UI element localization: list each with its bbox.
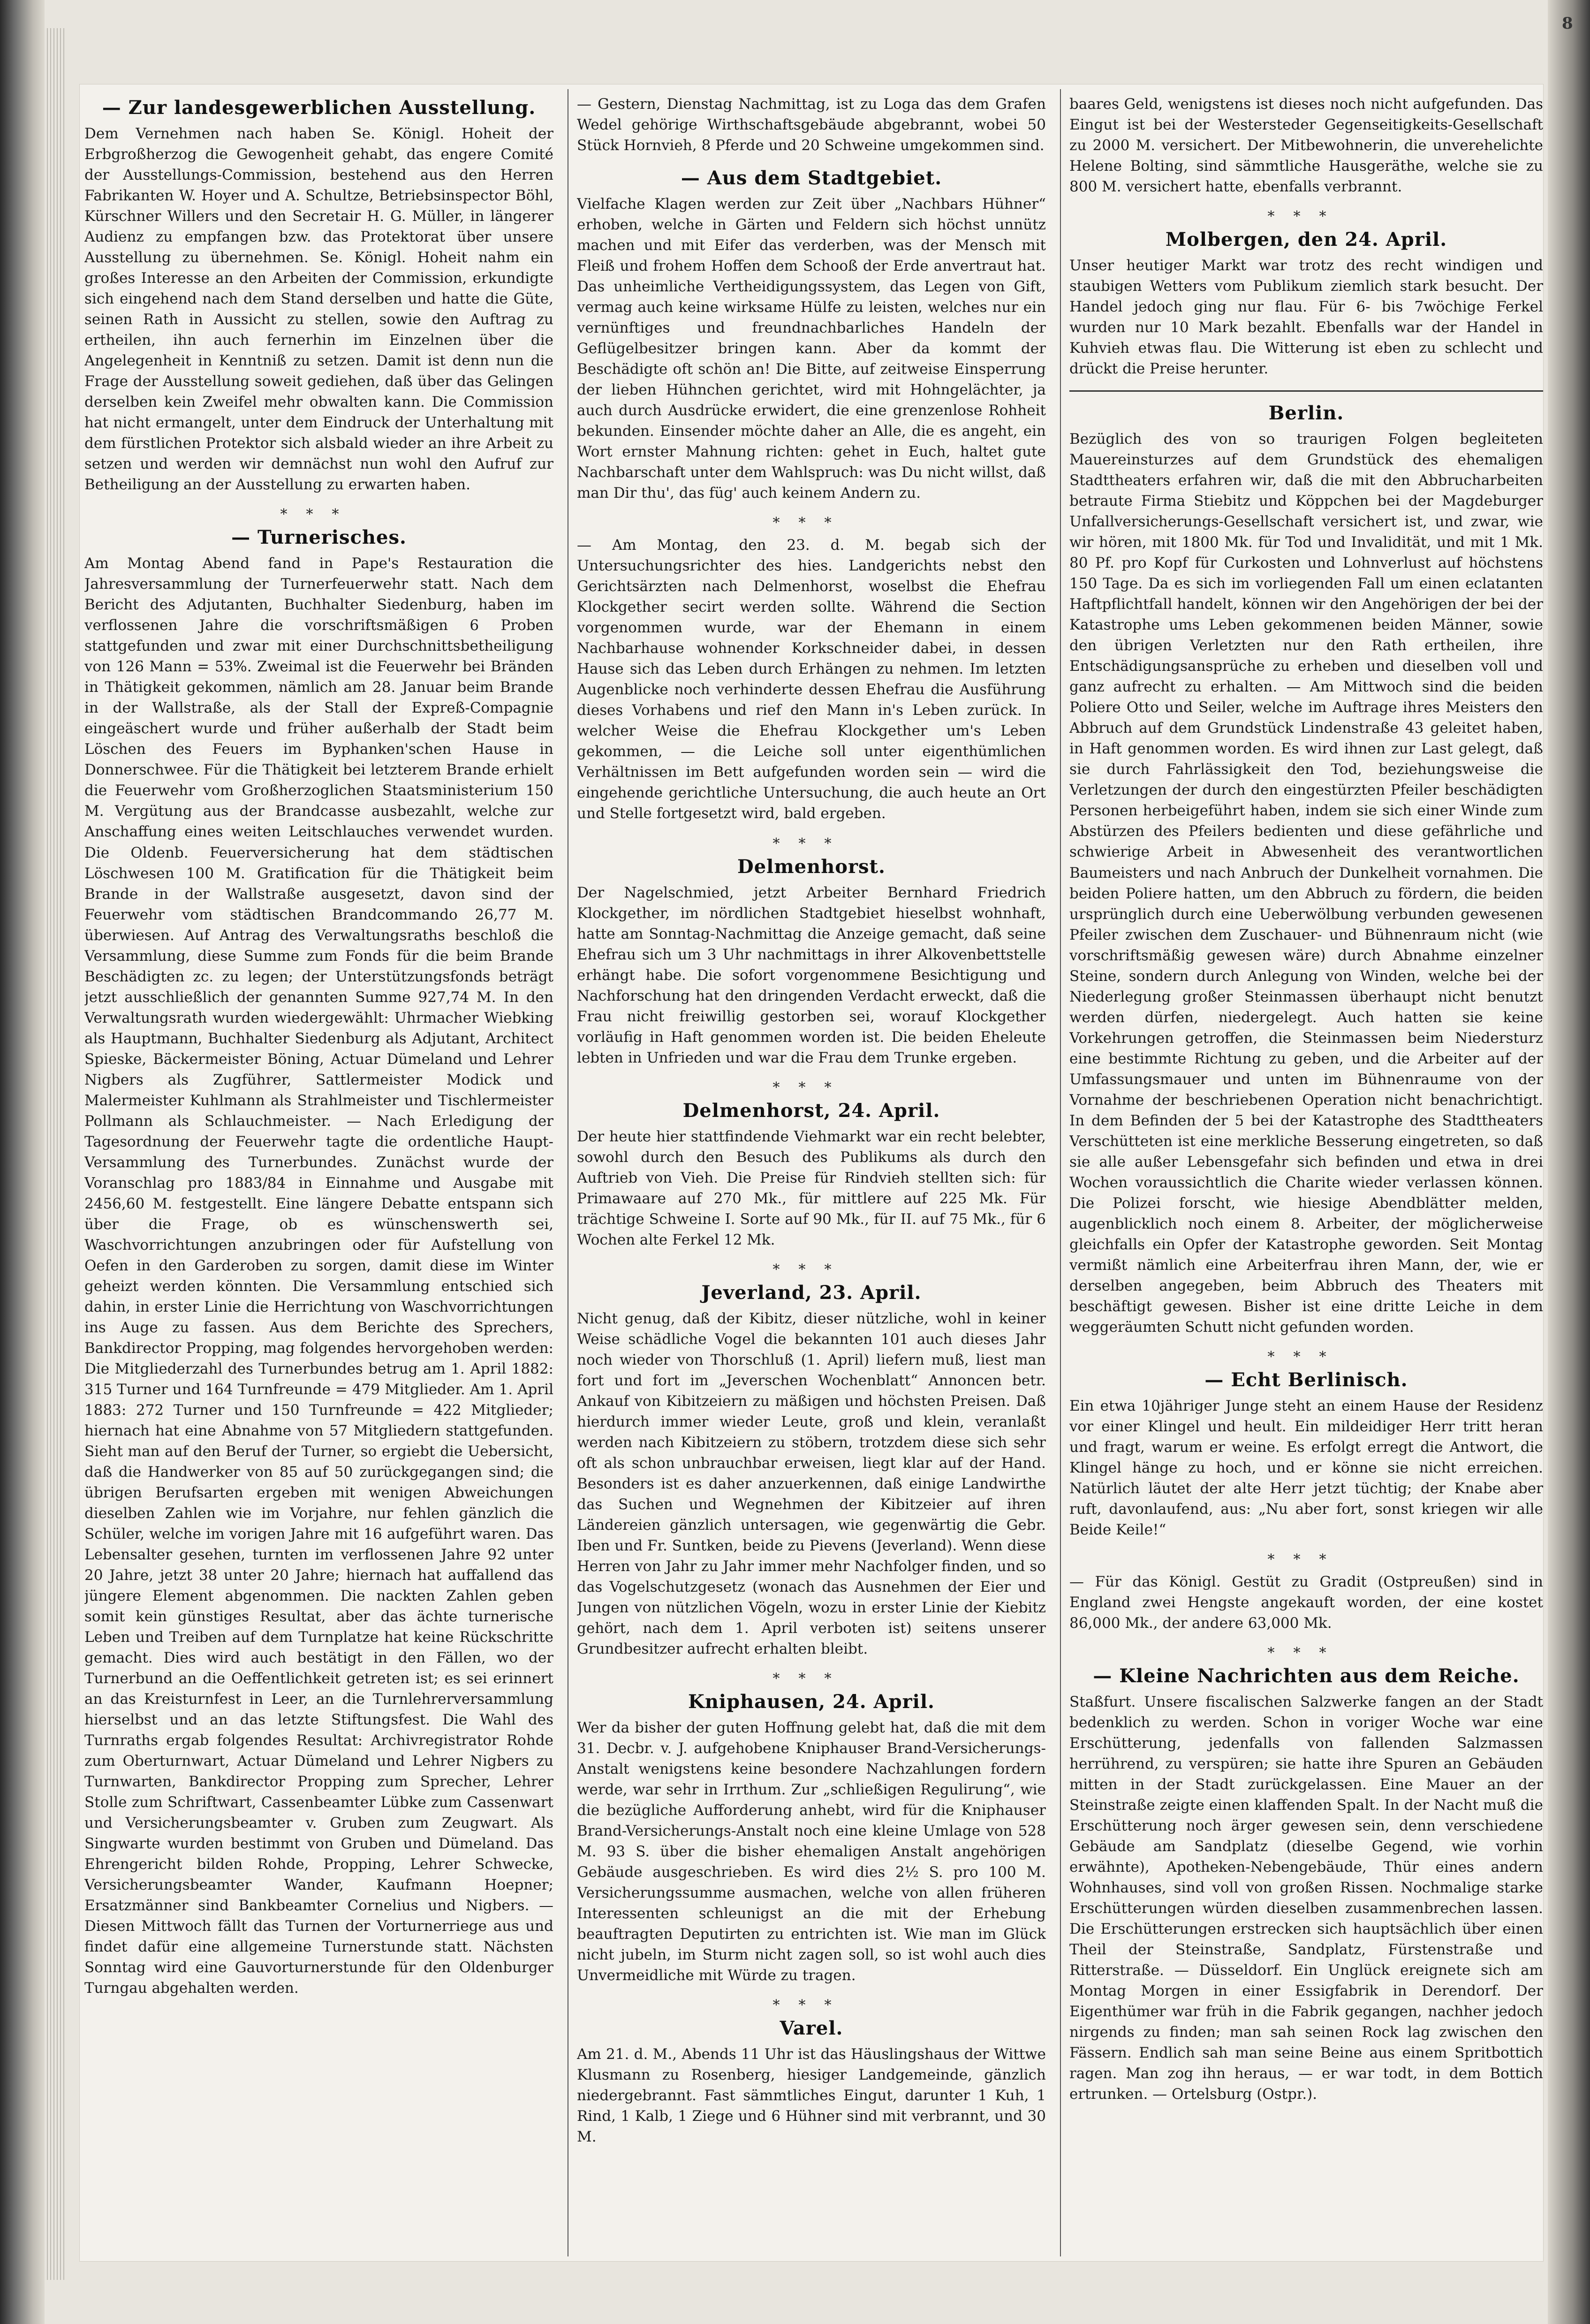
article-heading: Molbergen, den 24. April. [1165,228,1447,251]
column-rule [1060,89,1061,2256]
article-text: Am 21. d. M., Abends 11 Uhr ist das Häuslingshaus der Wittwe Klusmann zu Rosenberg, hiesiger Landgemeinde, gänzlich niedergebrannt. Fast sämmtliches Eingut, darunter 1 Kuh, 1 Rind, 1 Kalb, 1 Ziege und 6 Hühner sind mit verbrannt, und 30 M. [577,2046,1046,2146]
article [577,1100,1046,1250]
article [1069,1665,1543,2104]
article-text: Dem Vernehmen nach haben Se. Königl. Hoheit der Erbgroßherzog die Gewogenheit gehabt, das engere Comité der Ausstellungs-Commission, bestehend aus den Herren Fabrikanten W. Hoyer und A. Schultze, Betriebsinspector Böhl, Kürschner Willers und den Secretair H. G. Müller, in längerer Audienz zu empfangen bzw. das Protektorat über unsere Ausstellung zu übernehmen. Se. Königl. Hoheit nahm ein großes Interesse an den Arbeiten der Commission, erkundigte sich eingehend nach dem Stand derselben und hatte die Güte, seinen Rath in Aussicht zu stellen, sowie den Auftrag zu ertheilen, ihn auch fernerhin im Einzelnen über die Angelegenheit in Kenntniß zu setzen. Damit ist denn nun die Frage der Ausstellung soweit gediehen, daß über das Gelingen derselben kein Zweifel mehr obwalten kann. Die Commission hat nicht ermangelt, unter dem Eindruck der Unterhaltung mit dem fürstlichen Protektor sich alsbald wieder an ihre Arbeit zu setzen und werden wir demnächst nun wohl den Aufruf zur Betheiligung an der Ausstellung zu erwarten haben. [84,125,553,494]
book-spine [0,0,45,2324]
article [84,97,553,495]
article-text: Der Nagelschmied, jetzt Arbeiter Bernhard Friedrich Klockgether, im nördlichen Stadtgebiet hieselbst wohnhaft, hatte am Sonntag-Nachmittag die Anzeige gemacht, daß seine Ehefrau sich um 3 Uhr nachmittags in ihrer Alkovenbettstelle erhängt habe. Die sofort vorgenommene Besichtigung und Nachforschung hat den dringenden Verdacht erweckt, daß die Frau nicht freiwillig gestorben sei, worauf Klockgether vorläufig in Haft genommen worden ist. Die beiden Eheleute lebten in Unfrieden und war die Frau dem Trunke ergeben. [577,884,1046,1066]
column-2 [577,94,1046,2252]
column-3 [1069,94,1543,2252]
separator-asterisks: *** [772,1079,850,1096]
article [577,94,1046,156]
separator-asterisks: *** [1267,1551,1345,1568]
separator-asterisks: *** [772,1671,850,1687]
section-divider [1069,390,1543,392]
article-text: Ein etwa 10jähriger Junge steht an einem Hause der Residenz vor einer Klingel und heult. Ein mildeidiger Herr tritt heran und fragt, warum er weine. Es erfolgt erregt die Antwort, die Klingel hänge zu hoch, und er könne sie nicht erreichen. Natürlich läutet der alte Herr jetzt tüchtig; der Knabe aber ruft, davonlaufend, aus: „Nu aber fort, sonst kriegen wir alle Beide Keile!“ [1069,1397,1543,1538]
column-1 [84,94,553,2252]
separator-asterisks: *** [772,515,850,532]
page-number: 8 [1562,14,1573,33]
separator-asterisks: *** [772,835,850,852]
article [84,526,553,1998]
article-text: — Gestern, Dienstag Nachmittag, ist zu Loga das dem Grafen Wedel gehörige Wirthschaftsgebäude abgebrannt, wobei 50 Stück Hornvieh, 8 Pferde und 20 Schweine umgekommen sind. [577,96,1046,154]
article [1069,402,1543,1337]
page-edges [47,28,66,2280]
separator-asterisks: *** [1267,208,1345,225]
article-text: — Am Montag, den 23. d. M. begab sich der Untersuchungsrichter des hies. Landgerichts nebst den Gerichtsärzten nach Delmenhorst, woselbst die Ehefrau Klockgether secirt werden sollte. Während die Section vorgenommen wurde, war der Ehemann in einem Nachbarhause wohnender Korkschneider dabei, in dessen Hause sich das Leben durch Erhängen zu nehmen. Im letzten Augenblicke noch verhinderte dessen Ehefrau die Ausführung dieses Vorhabens und rief den Mann in's Leben zurück. In welcher Weise die Ehefrau Klockgether um's Leben gekommen, — die Leiche soll unter eigenthümlichen Verhältnissen im Bett aufgefunden worden sein — wird die eingehende gerichtliche Untersuchung, die auch heute an Ort und Stelle fortgesetzt wird, bald ergeben. [577,537,1046,822]
article [1069,1369,1543,1540]
article-heading: Jeverland, 23. April. [701,1281,922,1304]
article-heading: Delmenhorst. [737,855,886,878]
separator-asterisks: *** [1267,1645,1345,1662]
article-text: Der heute hier stattfindende Viehmarkt war ein recht belebter, sowohl durch den Besuch des Publikums als durch den Auftrieb von Vieh. Die Preise für Rindvieh stellten sich: für Primawaare auf 270 Mk., für mittlere auf 225 Mk. Für trächtige Schweine I. Sorte auf 90 Mk., für II. auf 75 Mk., für 6 Wochen alte Ferkel 12 Mk. [577,1128,1046,1248]
article [577,535,1046,824]
article [1069,94,1543,197]
article [577,2017,1046,2147]
article [577,1282,1046,1659]
article-text: Unser heutiger Markt war trotz des recht windigen und staubigen Wetters vom Publikum ziemlich stark besucht. Der Handel jedoch ging nur flau. Für 6- bis 7wöchige Ferkel wurden nur 10 Mark bezahlt. Ebenfalls war der Handel in Kuhvieh etwas flau. Die Witterung ist eben zu schlecht und drückt die Preise herunter. [1069,257,1543,378]
article-text: baares Geld, wenigstens ist dieses noch nicht aufgefunden. Das Eingut ist bei der Westersteder Gegenseitigkeits-Gesellschaft zu 2000 M. versichert. Der Mitbewohnerin, die unverehelichte Helene Bolting, sind sämmtliche Hausgeräthe, welche sie zu 800 M. versichert hatte, ebenfalls verbrannt. [1069,96,1543,196]
article [1069,1572,1543,1633]
article-text: Staßfurt. Unsere fiscalischen Salzwerke fangen an der Stadt bedenklich zu werden. Schon in voriger Woche war eine Erschütterung, jedenfalls von fallenden Salzmassen herrührend, zu verspüren; sie hatte ihre Spuren an Gebäuden mitten in der Stadt zurückgelassen. Eine Mauer an der Steinstraße zeigte einen klaffenden Spalt. In der Nacht muß die Erschütterung noch ärger gewesen sein, denn verschiedene Gebäude am Sandplatz (dieselbe Gegend, wie vorhin erwähnte), Apotheken-Nebengebäude, Thür eines andern Wohnhauses, sind voll von großen Rissen. Nochmalige starke Erschütterungen würden dieselben zusammenbrechen lassen. Die Erschütterungen erstrecken sich hauptsächlich über einen Theil der Steinstraße, Sandplatz, Fürstenstraße und Ritterstraße. — Düsseldorf. Ein Unglück ereignete sich am Montag Morgen in einer Essigfabrik in Derendorf. Der Eigenthümer war früh in die Fabrik gegangen, nachher jedoch nirgends zu finden; man sah seinen Rock lag zwischen den Fässern. Endlich sah man seine Beine aus einem Spritbottich ragen. Man zog ihn heraus, — er war todt, in dem Bottich ertrunken. — Ortelsburg (Ostpr.). [1069,1694,1543,2103]
article-text: Am Montag Abend fand in Pape's Restauration die Jahresversammlung der Turnerfeuerwehr statt. Nach dem Bericht des Adjutanten, Buchhalter Siedenburg, haben im verflossenen Jahre die vorschriftsmäßigen 6 Proben stattgefunden und zwar mit einer Durchschnittsbetheiligung von 126 Mann = 53%. Zweimal ist die Feuerwehr bei Bränden in Thätigkeit gekommen, nämlich am 28. Januar beim Brande in der Wallstraße, als der Stall der Expreß-Compagnie eingeäschert wurde und früher außerhalb der Stadt beim Löschen des Feuers im Byphanken'schen Hause in Donnerschwee. Für die Thätigkeit bei letzterem Brande erhielt die Feuerwehr vom Großherzoglichen Staatsministerium 150 M. Vergütung aus der Brandcasse ausbezahlt, welche zur Anschaffung eines weiten Leitschlauches verwendet wurden. Die Oldenb. Feuerversicherung hat dem städtischen Löschwesen 100 M. Gratification für die Thätigkeit beim Brande in der Wallstraße ausgesetzt, davon sind der Feuerwehr vom städtischen Brandcommando 26,77 M. überwiesen. Auf Antrag des Verwaltungsraths beschloß die Versammlung, diese Summe zum Fonds für die beim Brande Beschädigten zc. zu legen; der Unterstützungsfonds beträgt jetzt ausschließlich der genannten Summe 927,74 M. In den Verwaltungsrath wurden wiedergewählt: Uhrmacher Wiebking als Hauptmann, Buchhalter Siedenburg als Adjutant, Architect Spieske, Bäckermeister Böning, Actuar Dümeland und Lehrer Nigbers als Zugführer, Sattlermeister Modick und Malermeister Kuhlmann als Strahlmeister und Tischlermeister Pollmann als Schlauchmeister. — Nach Erledigung der Tagesordnung der Feuerwehr tagte die ordentliche Haupt-Versammlung des Turnerbundes. Zunächst wurde der Voranschlag pro 1883/84 in Einnahme und Ausgabe mit 2456,60 M. festgestellt. Eine längere Debatte entspann sich über die Frage, ob es wünschenswerth sei, Waschvorrichtungen anzubringen oder für Aufstellung von Oefen in den Garderoben zu sorgen, damit diese im Winter geheizt werden könnten. Die Versammlung entschied sich dahin, in erster Linie die Herrichtung von Waschvorrichtungen ins Auge zu fassen. Aus dem Berichte des Sprechers, Bankdirector Propping, mag folgendes hervorgehoben werden: Die Mitgliederzahl des Turnerbundes betrug am 1. April 1882: 315 Turner und 164 Turnfreunde = 479 Mitglieder. Am 1. April 1883: 272 Turner und 150 Turnfreunde = 422 Mitglieder; hiernach hat eine Abnahme von 57 Mitgliedern stattgefunden. Sieht man auf den Beruf der Turner, so ergiebt die Uebersicht, daß die Handwerker von 85 auf 50 zurückgegangen sind; die übrigen Berufsarten ergeben mit wenigen Abweichungen dieselben Zahlen wie im Vorjahre, nur fehlen gänzlich die Schüler, welche im vorigen Jahre mit 16 aufgeführt waren. Das Lebensalter gesehen, turnten im verflossenen Jahre 92 unter 20 Jahre, jetzt 38 unter 20 Jahre; hiernach hat auffallend das jüngere Element abgenommen. Die nackten Zahlen geben somit kein günstiges Resultat, aber das ächte turnerische Leben und Treiben auf dem Turnplatze hat keine Rückschritte gemacht. Dies wird auch bestätigt in den Fällen, wo der Turnerbund an die Oeffentlichkeit getreten ist; es sei erinnert an das Kreisturnfest in Leer, an die Turnlehrerversammlung hierselbst und an das letzte Stiftungsfest. Die Wahl des Turnraths ergab folgendes Resultat: Archivregistrator Rohde zum Oberturnwart, Actuar Dümeland und Lehrer Nigbers zu Turnwarten, Bankdirector Propping zum Sprecher, Lehrer Stolle zum Schriftwart, Cassenbeamter Lübke zum Cassenwart und Versicherungsbeamter v. Gruben zum Zeugwart. Als Singwarte wurden bestimmt von Gruben und Dümeland. Das Ehrengericht bilden Rohde, Propping, Lehrer Schwecke, Versicherungsbeamter Wander, Kaufmann Hoepner; Ersatzmänner sind Bankbeamter Cornelius und Nigbers. — Diesen Mittwoch fällt das Turnen der Vorturnerriege aus und findet dafür eine allgemeine Turnerstunde statt. Nächsten Sonntag wird eine Gauvorturnerstunde für den Oldenburger Turngau abgehalten werden. [84,555,553,1997]
article-text: Nicht genug, daß der Kibitz, dieser nützliche, wohl in keiner Weise schädliche Vogel die bekannten 101 auch dieses Jahr noch wieder von Thorschluß (1. April) liefern muß, liest man fort und fort im „Jeverschen Wochenblatt“ Annoncen betr. Ankauf von Kibitzeiern zu mäßigen und höchsten Preisen. Daß hierdurch immer wieder Leute, groß und klein, veranlaßt werden nach Kibitzeiern zu stöbern, trotzdem diese sich sehr oft als schon unbrauchbar erweisen, liegt klar auf der Hand. Besonders ist es daher anzuerkennen, daß einige Landwirthe das Suchen und Wegnehmen der Kibitzeier auf ihren Ländereien gänzlich untersagen, wie gegenwärtig die Gebr. Iben und Fr. Suntken, beide zu Pievens (Jeverland). Wenn diese Herren von Jahr zu Jahr immer mehr Nachfolger finden, und so das Vogelschutzgesetz (wonach das Ausnehmen der Eier und Jungen von nützlichen Vögeln, wozu in erster Linie der Kiebitz gehört, nach dem 1. April verboten ist) seitens unserer Grundbesitzer aufrecht erhalten bleibt. [577,1310,1046,1657]
article-heading: — Turnerisches. [231,526,407,549]
article-text: Bezüglich des von so traurigen Folgen begleiteten Mauereinsturzes auf dem Grundstück des ehemaligen Stadttheaters erfahren wir, daß die mit den Abbrucharbeiten betraute Firma Stiebitz und Köppchen bei der Magdeburger Unfallversicherungs-Gesellschaft versichert ist, und zwar, wie wir hören, mit 1800 Mk. für Tod und Invalidität, und mit 1 Mk. 80 Pf. pro Kopf für Curkosten und Lohnverlust auf höchstens 150 Tage. Da es sich im vorliegenden Fall um einen eclatanten Haftpflichtfall handelt, können wir den Angehörigen der bei der Katastrophe ums Leben gekommenen beiden Männer, sowie den übrigen Verletzten nur den Rath ertheilen, ihre Entschädigungsansprüche zu erheben und dieselben voll und ganz aufrecht zu erhalten. — Am Mittwoch sind die beiden Poliere Otto und Seiler, welche im Auftrage ihres Meisters den Abbruch auf dem Grundstück Lindenstraße 43 geleitet haben, in Haft genommen worden. Es wird ihnen zur Last gelegt, daß sie durch Fahrlässigkeit den Tod, beziehungsweise die Verletzungen der durch den eingestürzten Pfeiler beschädigten Personen herbeigeführt haben, indem sie sich einer Winde zum Abstürzen des Pfeilers bedienten und diese gefährliche und schwierige Arbeit in Abwesenheit des verantwortlichen Baumeisters und nach Anbruch der Dunkelheit vornahmen. Die beiden Poliere hatten, um den Abbruch zu fördern, die beiden ursprünglich durch eine Ueberwölbung verbunden gewesenen Pfeiler zwischen dem Zuschauer- und Bühnenraum nicht (wie vorschriftsmäßig gewesen wäre) durch Abnahme einzelner Steine, sondern durch Anlegung von Winden, welche bei der Niederlegung großer Steinmassen überhaupt nicht benutzt werden dürfen, niedergelegt. Auch hatten sie keine Vorkehrungen getroffen, die Steinmassen beim Niedersturz eine bestimmte Richtung zu geben, und die Arbeiter auf der Umfassungsmauer und unten im Bühnenraume von der Vornahme der beschriebenen Operation nicht benachrichtigt. In dem Befinden der 5 bei der Katastrophe des Stadttheaters Verschütteten ist eine merkliche Besserung eingetreten, so daß sie alle außer Lebensgefahr sich befinden und etwa in drei Wochen voraussichtlich die Charite wieder verlassen können. Die Polizei forscht, wie hiesige Abendblätter melden, augenblicklich noch einem 8. Arbeiter, der möglicherweise gleichfalls ein Opfer der Katastrophe geworden. Seit Montag vermißt nämlich eine Arbeiterfrau ihren Mann, der, wie er derselben angegeben, beim Abbruch des Theaters mit beschäftigt gewesen. Bisher ist eine dritte Leiche in dem weggeräumten Schutt nicht gefunden worden. [1069,431,1543,1336]
article-text: — Für das Königl. Gestüt zu Gradit (Ostpreußen) sind in England zwei Hengste angekauft worden, der eine kostet 86,000 Mk., der andere 63,000 Mk. [1069,1573,1543,1632]
newspaper-page [80,84,1543,2261]
article-heading: Varel. [780,2017,843,2040]
article-text: Vielfache Klagen werden zur Zeit über „Nachbars Hühner“ erhoben, welche in Gärten und Feldern sich höchst unnütz machen und mit Eifer das verderben, was der Mensch mit Fleiß und frohem Hoffen dem Schooß der Erde anvertraut hat. Das unheimliche Vertheidigungssystem, das Legen von Gift, vermag auch keine wirksame Hülfe zu leisten, welches nur ein vernünftiges und freundnachbarliches Handeln der Geflügelbesitzer bringen kann. Aber da kommt der Beschädigte oft schön an! Die Bitte, auf zeitweise Einsperrung der lieben Hühnchen gerichtet, wird mit Hohngelächter, ja auch durch Ausdrücke erwidert, die eine grenzenlose Rohheit bekunden. Einsender möchte daher an Alle, die es angeht, ein Wort ernster Mahnung richten: gehet in Euch, haltet gute Nachbarschaft unter dem Wahlspruch: was Du nicht willst, daß man Dir thu', das füg' auch keinem Andern zu. [577,196,1046,502]
right-page-edge [1548,0,1590,2324]
article-heading: — Aus dem Stadtgebiet. [681,167,942,190]
article-text: Wer da bisher der guten Hoffnung gelebt hat, daß die mit dem 31. Decbr. v. J. aufgehobene Kniphauser Brand-Versicherungs-Anstalt wenigstens keine besondere Nachzahlungen fordern werde, war sehr in Irrthum. Zur „schließigen Regulirung“, wie die bezügliche Aufforderung anhebt, wird für die Kniphauser Brand-Versicherungs-Anstalt noch eine kleine Umlage von 528 M. 93 S. über die bisher ehemaligen Anstalt angehörigen Gebäude ausgeschrieben. Es wird dies 2½ S. pro 100 M. Versicherungssumme ausmachen, welche von allen früheren Interessenten schleunigst an die mit der Erhebung beauftragten Deputirten zu entrichten ist. Wie man im Glück nicht jubeln, im Sturm nicht zagen soll, so ist wohl auch dies Unvermeidliche mit Würde zu tragen. [577,1719,1046,1984]
article [1069,228,1543,379]
article-heading: — Zur landesgewerblichen Ausstellung. [102,97,536,119]
article-heading: Berlin. [1268,402,1344,425]
article-heading: — Echt Berlinisch. [1204,1368,1408,1391]
article [577,167,1046,503]
article-heading: — Kleine Nachrichten aus dem Reiche. [1093,1665,1520,1687]
article-heading: Kniphausen, 24. April. [688,1691,935,1713]
separator-asterisks: *** [772,1997,850,2014]
article [577,1691,1046,1986]
separator-asterisks: *** [772,1261,850,1278]
separator-asterisks: *** [1267,1348,1345,1365]
article [577,856,1046,1068]
separator-asterisks: *** [280,506,358,523]
article-heading: Delmenhorst, 24. April. [682,1099,940,1122]
